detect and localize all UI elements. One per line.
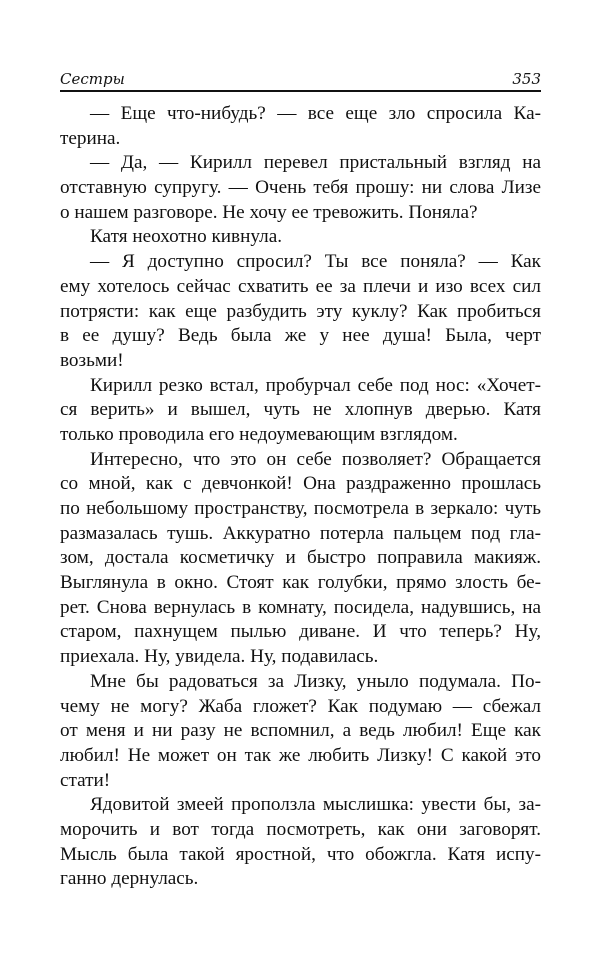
text-line: только проводила его недоумевающим взглядом.: [60, 423, 458, 445]
text-line: ему хотелось сейчас схватить ее за плечи и изо всех сил: [60, 275, 541, 297]
text-line: приехала. Ну, увидела. Ну, подавилась.: [60, 646, 379, 668]
text-line: Кирилл резко встал, пробурчал себе под нос: «Хочет-: [90, 374, 541, 396]
text-line: — Да, — Кирилл перевел пристальный взгляд на: [90, 152, 541, 174]
running-header: [60, 62, 541, 92]
text-line: — Я доступно спросил? Ты все поняла? — Как: [90, 251, 541, 273]
chapter-title: Сестры: [60, 70, 125, 88]
text-line: ся верить» и вышел, чуть не хлопнув дверью. Катя: [60, 399, 541, 421]
text-line: зом, достала косметичку и быстро поправила макияж.: [60, 547, 541, 569]
text-line: ганно дернулась.: [60, 868, 199, 890]
text-line: о нашем разговоре. Не хочу ее тревожить. Поняла?: [60, 201, 478, 223]
text-line: по небольшому пространству, посмотрела в зеркало: чуть: [60, 498, 541, 519]
text-line: Мысль была такой яростной, что обожгла. Катя испу-: [60, 843, 541, 865]
text-line: потрясти: как еще разбудить эту куклу? Как пробиться: [60, 300, 541, 322]
page-number: 353: [512, 70, 541, 88]
text-line: со мной, как с девчонкой! Она раздраженно прошлась: [60, 473, 541, 495]
book-page: [60, 62, 541, 892]
text-line: чему не могу? Жаба гложет? Как подумаю — сбежал: [60, 695, 541, 717]
text-line: старом, пахнущем пылью диване. И что теперь? Ну,: [60, 621, 541, 643]
text-line: отставную супругу. — Очень тебя прошу: ни слова Лизе: [60, 177, 541, 199]
text-line: — Еще что-нибудь? — все еще зло спросила Ка-: [90, 103, 541, 124]
text-line: возьми!: [60, 349, 124, 371]
text-line: Выглянула в окно. Стоят как голубки, прямо злость бе-: [60, 572, 541, 594]
text-line: любил! Не может он так же любить Лизку! С какой это: [60, 744, 541, 766]
text-line: терина.: [60, 127, 121, 149]
text-line: рет. Снова вернулась в комнату, посидела, надувшись, на: [60, 596, 541, 618]
text-line: стати!: [60, 769, 111, 791]
text-line: Интересно, что это он себе позволяет? Обращается: [90, 448, 541, 470]
text-line: от меня и ни разу не вспомнил, а ведь любил! Еще как: [60, 720, 541, 742]
text-line: Мне бы радоваться за Лизку, уныло подумала. По-: [90, 670, 541, 692]
body-text: [60, 102, 541, 892]
text-line: Катя неохотно кивнула.: [90, 226, 283, 248]
text-line: размазалась тушь. Аккуратно потерла пальцем под гла-: [60, 522, 541, 544]
text-line: в ее душу? Ведь была же у нее душа! Была, черт: [60, 325, 541, 347]
text-line: Ядовитой змеей проползла мыслишка: увести бы, за-: [90, 794, 541, 816]
text-line: морочить и вот тогда посмотреть, как они заговорят.: [60, 818, 541, 840]
